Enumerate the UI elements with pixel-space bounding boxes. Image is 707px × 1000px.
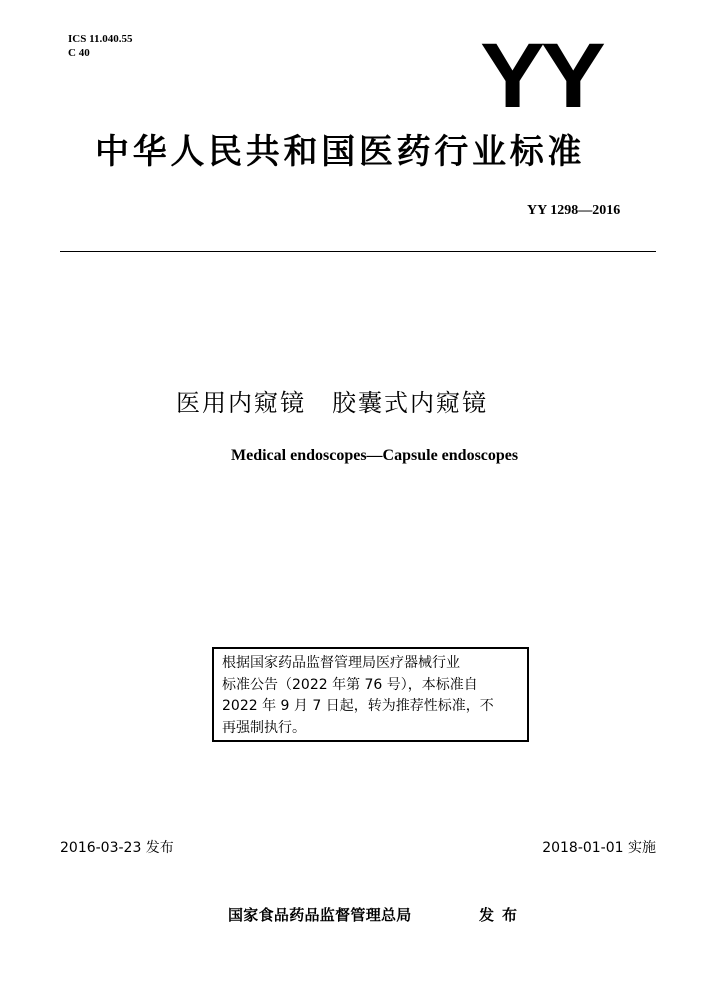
standard-title-english: Medical endoscopes—Capsule endoscopes bbox=[231, 447, 519, 464]
issuing-authority: 国家食品药品监督管理总局 bbox=[228, 906, 412, 924]
ccs-code: C 40 bbox=[68, 47, 90, 59]
ics-code: ICS 11.040.55 bbox=[68, 33, 133, 45]
notice-line: 标准公告（2022 年第 76 号），本标准自 bbox=[222, 676, 478, 693]
notice-line: 根据国家药品监督管理局医疗器械行业 bbox=[222, 655, 460, 671]
notice-box bbox=[212, 647, 529, 742]
standard-title-chinese: 医用内窥镜 胶囊式内窥镜 bbox=[176, 389, 488, 417]
publish-date: 2016-03-23 发布 bbox=[60, 840, 174, 856]
notice-line: 2022 年 9 月 7 日起，转为推荐性标准，不 bbox=[222, 698, 494, 714]
standard-number: YY 1298—2016 bbox=[527, 203, 621, 218]
header-divider bbox=[60, 251, 656, 252]
notice-line: 再强制执行。 bbox=[222, 719, 306, 736]
implementation-date: 2018-01-01 实施 bbox=[542, 840, 656, 856]
issue-action: 发布 bbox=[479, 906, 526, 924]
issuer-title: 中华人民共和国医药行业标准 bbox=[95, 132, 586, 172]
yy-logo: YY bbox=[480, 25, 602, 127]
